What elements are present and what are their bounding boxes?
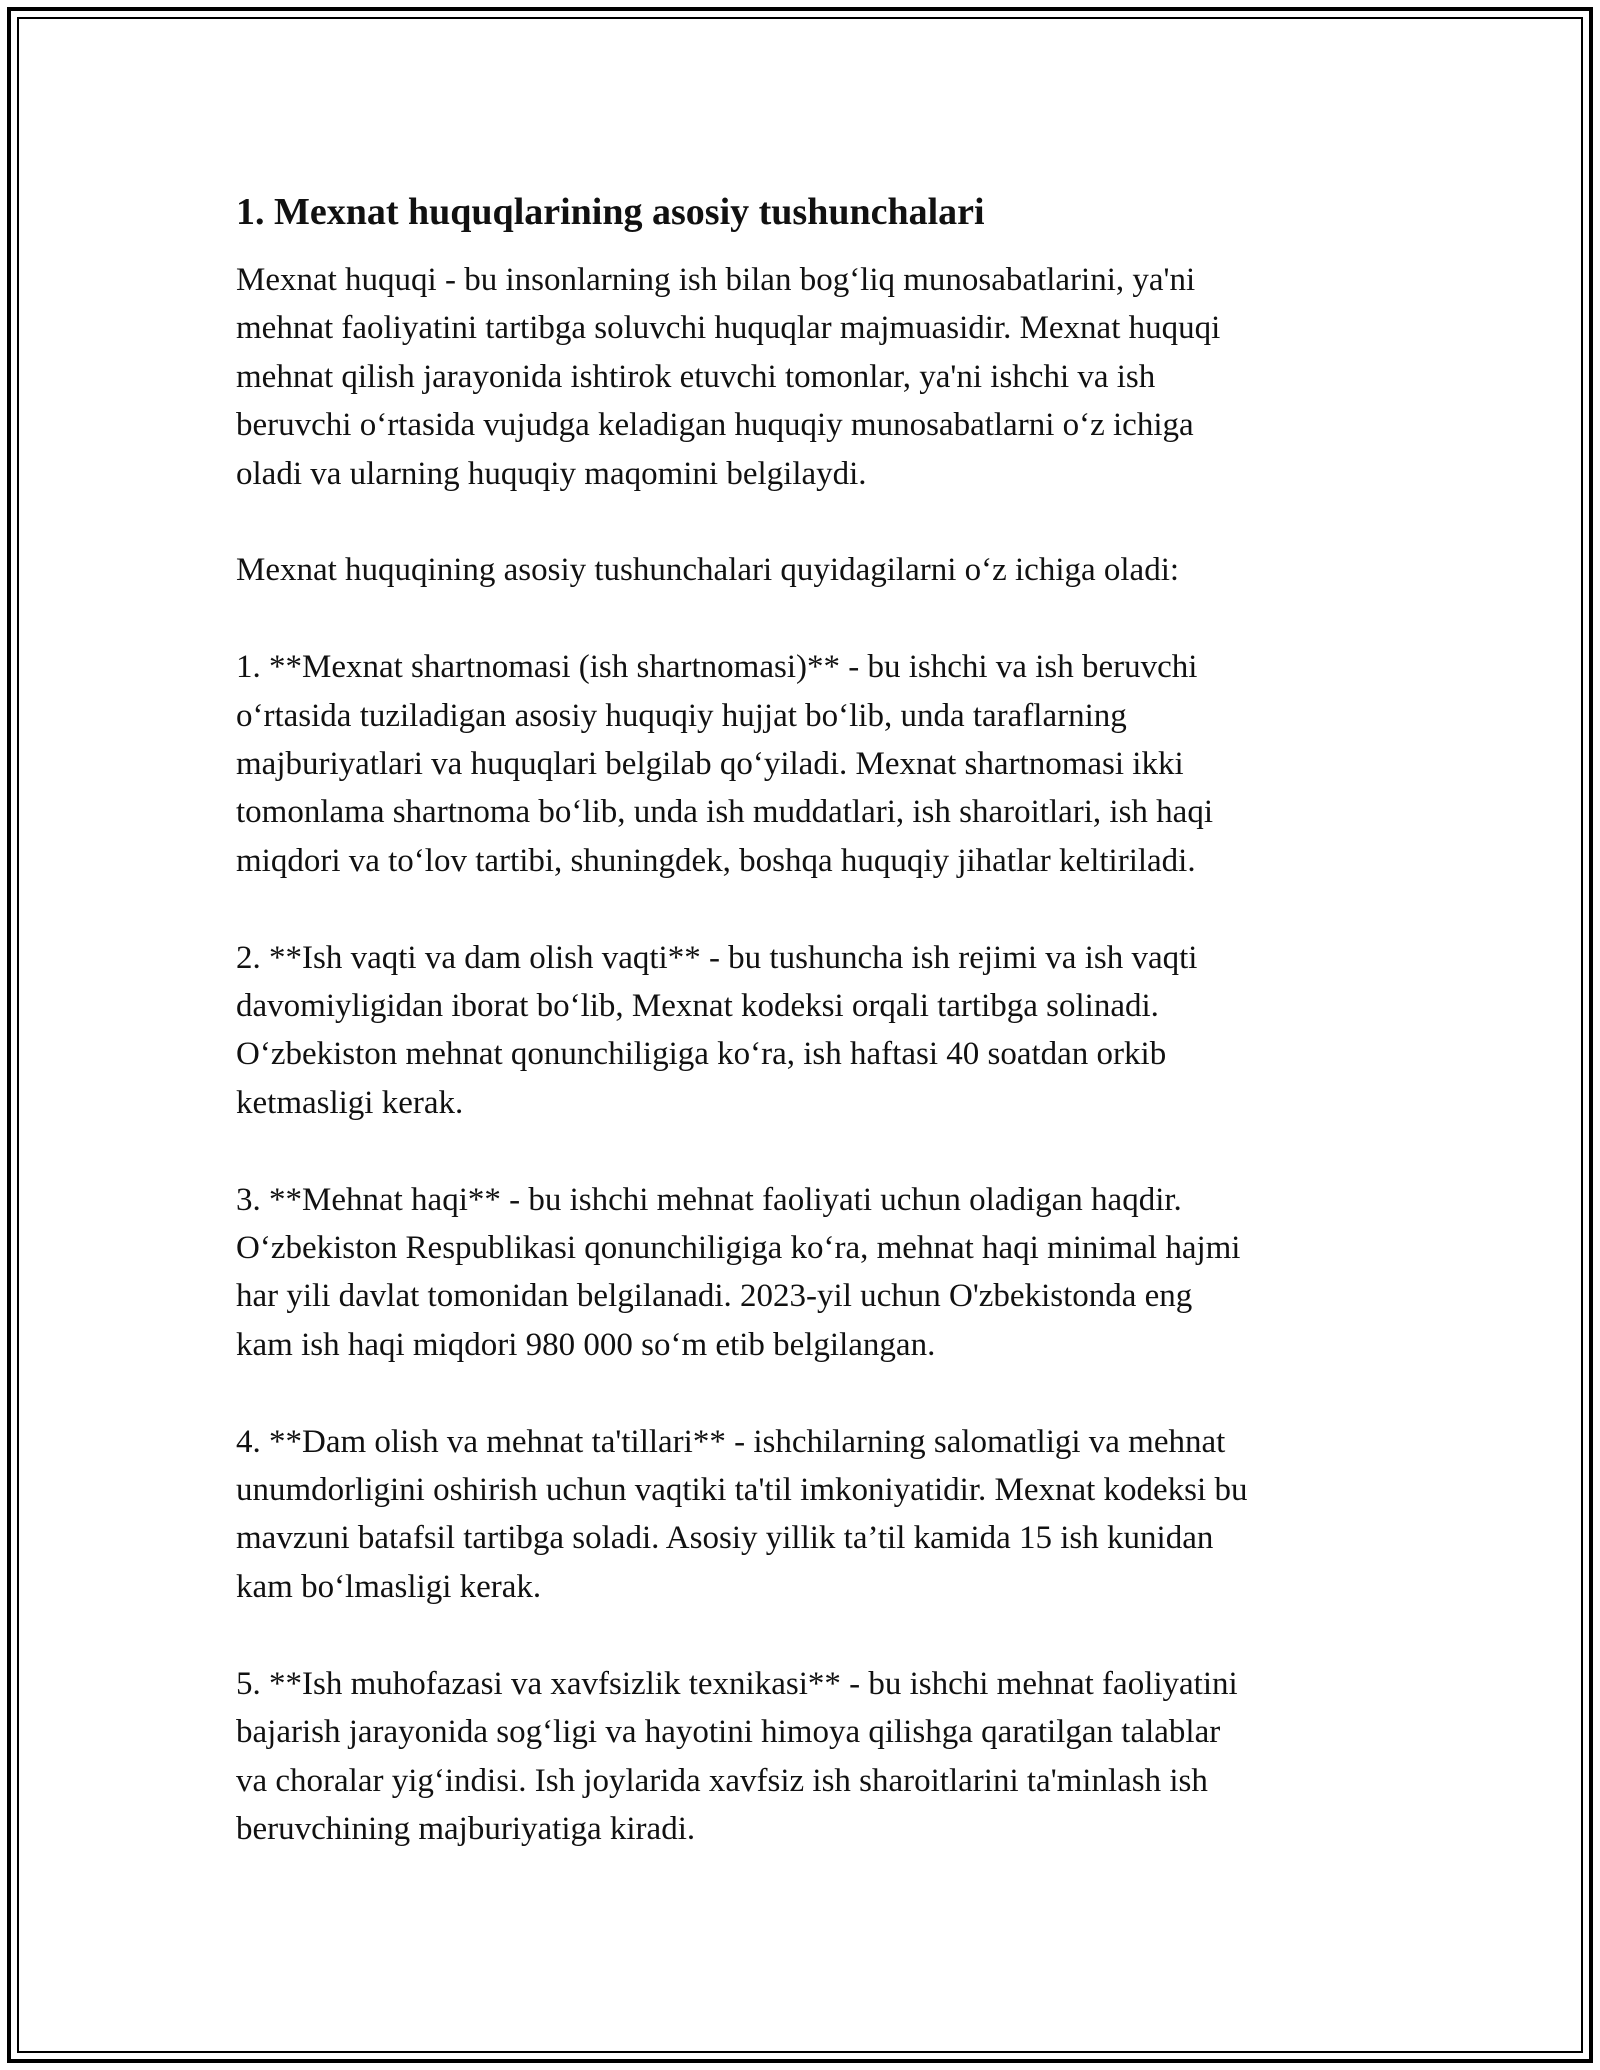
paragraph-lead-in — [236, 546, 1366, 594]
text-line: 1. **Mexnat shartnomasi (ish shartnomasi)** - bu ishchi va ish beruvchi — [236, 649, 1198, 686]
text-line: Mexnat huquqining asosiy tushunchalari quyidagilarni o‘z ichiga oladi: — [236, 552, 1180, 589]
text-line: o‘rtasida tuziladigan asosiy huquqiy hujjat bo‘lib, unda taraflarning — [236, 697, 1127, 734]
text-line: 3. **Mehnat haqi** - bu ishchi mehnat faoliyati uchun oladigan haqdir. — [236, 1181, 1182, 1218]
text-line: mehnat faoliyatini tartibga soluvchi huquqlar majmuasidir. Mexnat huquqi — [236, 310, 1221, 347]
list-item-4 — [236, 1418, 1366, 1612]
text-line: har yili davlat tomonidan belgilanadi. 2023-yil uchun O'zbekistonda eng — [236, 1278, 1193, 1315]
document-body — [236, 186, 1366, 1902]
text-line: davomiyligidan iborat bo‘lib, Mexnat kodeksi orqali tartibga solinadi. — [236, 988, 1159, 1025]
paragraph-intro — [236, 256, 1366, 498]
text-line: tomonlama shartnoma bo‘lib, unda ish muddatlari, ish sharoitlari, ish haqi — [236, 794, 1213, 831]
list-item-5 — [236, 1660, 1366, 1854]
text-line: majburiyatlari va huquqlari belgilab qo‘yiladi. Mexnat shartnomasi ikki — [236, 746, 1184, 783]
text-line: oladi va ularning huquqiy maqomini belgilaydi. — [236, 455, 867, 492]
text-line: O‘zbekiston Respublikasi qonunchiligiga ko‘ra, mehnat haqi minimal hajmi — [236, 1230, 1241, 1267]
text-line: miqdori va to‘lov tartibi, shuningdek, boshqa huquqiy jihatlar keltiriladi. — [236, 842, 1196, 879]
list-item-3 — [236, 1176, 1366, 1370]
text-line: O‘zbekiston mehnat qonunchiligiga ko‘ra, ish haftasi 40 soatdan orkib — [236, 1036, 1167, 1073]
text-line: kam bo‘lmasligi kerak. — [236, 1568, 542, 1605]
text-line: va choralar yig‘indisi. Ish joylarida xavfsiz ish sharoitlarini ta'minlash ish — [236, 1762, 1208, 1799]
text-line: kam ish haqi miqdori 980 000 so‘m etib belgilangan. — [236, 1326, 936, 1363]
text-line: unumdorligini oshirish uchun vaqtiki ta'til imkoniyatidir. Mexnat kodeksi bu — [236, 1472, 1248, 1509]
text-line: ketmasligi kerak. — [236, 1084, 464, 1121]
text-line: bajarish jarayonida sog‘ligi va hayotini himoya qilishga qaratilgan talablar — [236, 1714, 1221, 1751]
text-line: Mexnat huquqi - bu insonlarning ish bilan bog‘liq munosabatlarini, ya'ni — [236, 262, 1196, 298]
text-line: beruvchi o‘rtasida vujudga keladigan huquqiy munosabatlarni o‘z ichiga — [236, 407, 1194, 444]
text-line: 5. **Ish muhofazasi va xavfsizlik texnikasi** - bu ishchi mehnat faoliyatini — [236, 1665, 1238, 1702]
list-item-2 — [236, 934, 1366, 1128]
text-line: mehnat qilish jarayonida ishtirok etuvchi tomonlar, ya'ni ishchi va ish — [236, 358, 1156, 395]
text-line: 2. **Ish vaqti va dam olish vaqti** - bu tushuncha ish rejimi va ish vaqti — [236, 939, 1198, 976]
list-item-1 — [236, 643, 1366, 885]
text-line: beruvchining majburiyatiga kiradi. — [236, 1810, 696, 1847]
document-title: 1. Mexnat huquqlarining asosiy tushunchalari — [236, 191, 985, 233]
text-line: mavzuni batafsil tartibga soladi. Asosiy yillik ta’til kamida 15 ish kunidan — [236, 1520, 1214, 1557]
text-line: 4. **Dam olish va mehnat ta'tillari** - ishchilarning salomatligi va mehnat — [236, 1423, 1226, 1460]
